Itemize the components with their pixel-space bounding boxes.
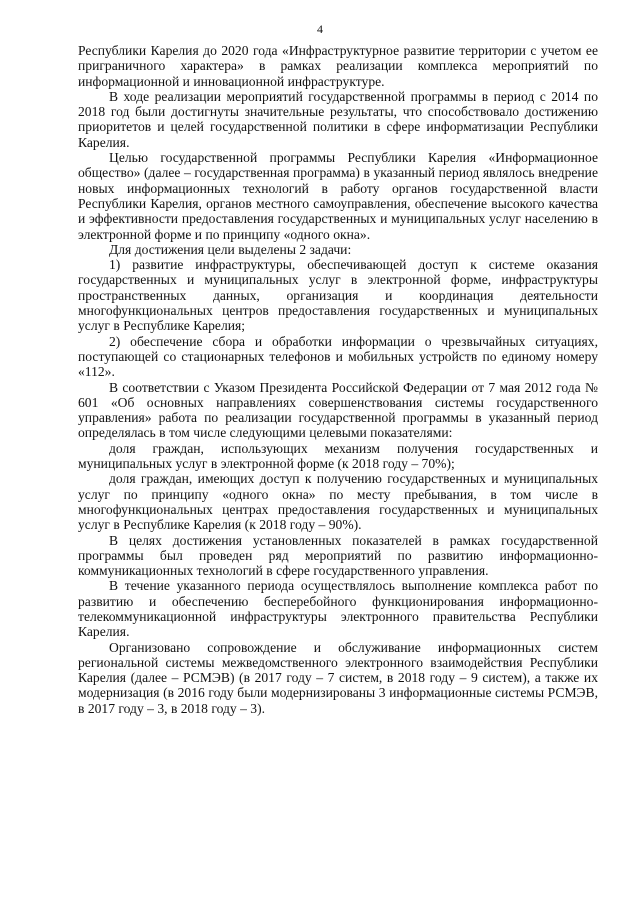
paragraph-task-2: 2) обеспечение сбора и обработки информации о чрезвычайных ситуациях, поступающей со стационарных телефонов и мобильных устройств по единому номеру «112». — [78, 333, 598, 380]
paragraph-program-goal: Целью государственной программы Республики Карелия «Информационное общество» (далее – государственная программа) в указанный период являлось внедрение новых информационных технологий в работу органов государственной власти Республики Карелия, органов местного самоуправления, обеспечение высокого качества и эффективности предоставления государственных и муниципальных услуг населению в электронной форме и по принципу «одного окна». — [78, 150, 598, 242]
paragraph-task-1: 1) развитие инфраструктуры, обеспечивающей доступ к системе оказания государственных и муниципальных услуг в электронной форме, инфраструктуры пространственных данных, организация и координация деятельности многофункциональных центров предоставления государственных и муниципальных услуг в Республике Карелия; — [78, 257, 598, 334]
paragraph-results: В ходе реализации мероприятий государственной программы в период с 2014 по 2018 год были достигнуты значительные результаты, что способствовало достижению приоритетов и целей государственной политики в сфере информатизации Республики Карелия. — [78, 88, 598, 150]
paragraph-infrastructure: В течение указанного периода осуществлялось выполнение комплекса работ по развитию и обеспечению бесперебойного функционирования информационно-телекоммуникационной инфраструктуры электронного правительства Республики Карелия. — [78, 578, 598, 640]
document-body — [78, 43, 598, 716]
page-number: 4 — [317, 22, 323, 36]
paragraph-decree: В соответствии с Указом Президента Российской Федерации от 7 мая 2012 года № 601 «Об основных направлениях совершенствования системы государственного управления» работа по реализации государственной программы в указанный период определялась в том числе следующими целевыми показателями: — [78, 379, 598, 441]
paragraph-indicator-1: доля граждан, использующих механизм получения государственных и муниципальных услуг в электронной форме (к 2018 году – 70%); — [78, 440, 598, 472]
paragraph-measures: В целях достижения установленных показателей в рамках государственной программы был проведен ряд мероприятий по развитию информационно-коммуникационных технологий в сфере государственного управления. — [78, 532, 598, 579]
paragraph-tasks-intro: Для достижения цели выделены 2 задачи: — [109, 241, 352, 257]
paragraph-indicator-2: доля граждан, имеющих доступ к получению государственных и муниципальных услуг по принципу «одного окна» по месту пребывания, в том числе в многофункциональных центрах предоставления государственных и муниципальных услуг в Республике Карелия (к 2018 году – 90%). — [78, 471, 598, 533]
paragraph-continuation: Республики Карелия до 2020 года «Инфраструктурное развитие территории с учетом ее приграничного характера» в рамках реализации комплекса мероприятий по информационной и инновационной инфраструктуре. — [78, 43, 598, 89]
paragraph-rsmev: Организовано сопровождение и обслуживание информационных систем региональной системы межведомственного электронного взаимодействия Республики Карелия (далее – РСМЭВ) (в 2017 году – 7 систем, в 2018 году – 9 систем), а также их модернизация (в 2016 году были модернизированы 3 информационные системы РСМЭВ, в 2017 году – 3, в 2018 году – 3). — [78, 639, 598, 716]
